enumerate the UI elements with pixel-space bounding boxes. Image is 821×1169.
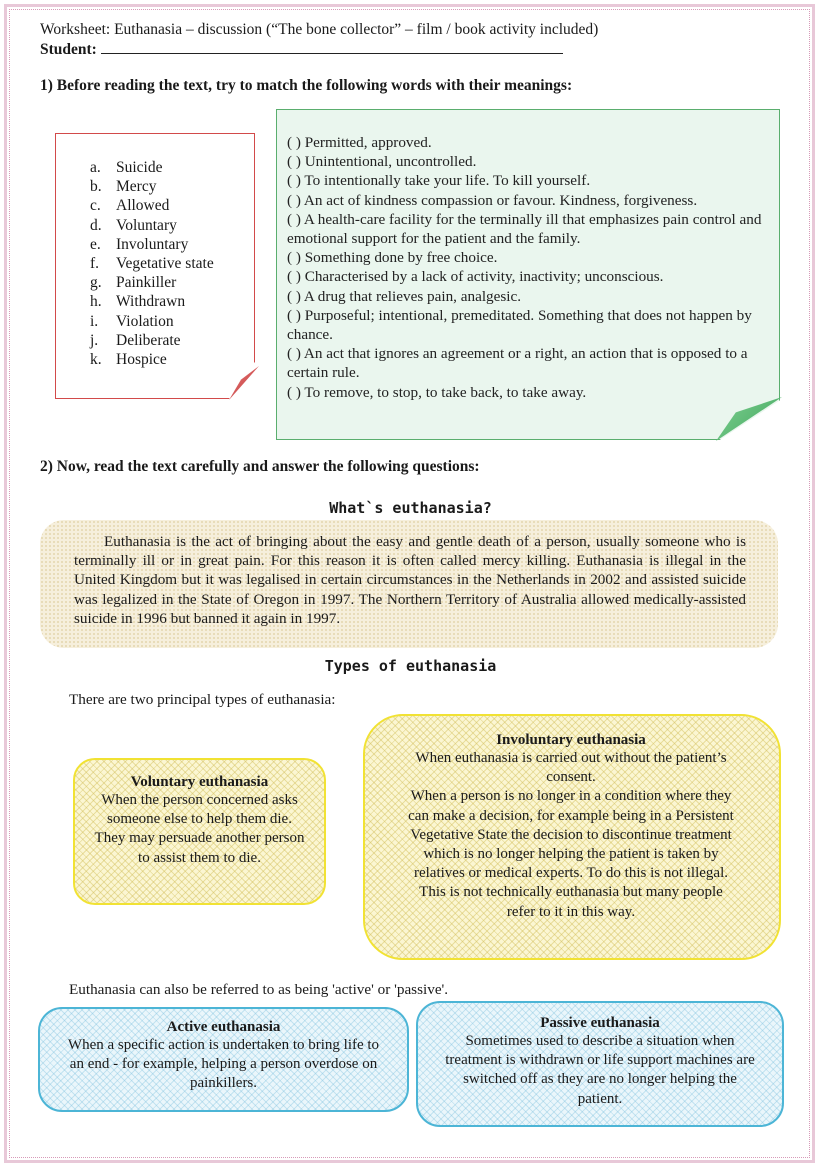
passive-body: Sometimes used to describe a situation when treatment is withdrawn or life support machines are switched off as they are no longer helping the patient.: [445, 1033, 755, 1107]
section-title-types: Types of euthanasia: [324, 657, 497, 675]
list-item: e. Involuntary: [90, 235, 189, 253]
meanings-list: [287, 133, 763, 402]
list-item: b. Mercy: [90, 178, 157, 196]
list-item: a. Suicide: [90, 159, 163, 176]
question-2-title: 2) Now, read the text carefully and answer the following questions:: [40, 458, 480, 475]
meaning-item[interactable]: ( ) Something done by free choice.: [287, 249, 498, 267]
worksheet-header: [40, 20, 598, 59]
meaning-item[interactable]: ( ) An act of kindness compassion or favour. Kindness, forgiveness.: [287, 191, 698, 209]
section-title-whats-euthanasia: What`s euthanasia?: [329, 499, 492, 517]
voluntary-title: Voluntary euthanasia: [130, 774, 269, 790]
student-label: Student:: [40, 41, 97, 58]
active-body: When a specific action is undertaken to bring life to an end - for example, helping a person overdose on painkillers.: [67, 1037, 380, 1092]
meaning-item[interactable]: ( ) A drug that relieves pain, analgesic.: [287, 287, 522, 305]
meaning-item[interactable]: ( ) To remove, to stop, to take back, to take away.: [287, 383, 587, 401]
student-name-line[interactable]: [101, 39, 563, 54]
meaning-item[interactable]: ( ) Characterised by a lack of activity, inactivity; unconscious.: [287, 268, 664, 286]
intro-paragraph: Euthanasia is the act of bringing about the easy and gentle death of a person, usually someone who is terminally ill or in great pain. For this reason it is often called mercy killing. Euthanasia is illegal in the United Kingdom but it was legalised in certain circumstances in the Netherlands in 2002 and assisted suicide was legalized in the State of Oregon in 1997. The Northern Territory of Australia allowed medically-assisted suicide in 1996 but banned it again in 1997.: [74, 533, 746, 627]
meaning-item[interactable]: ( ) Unintentional, uncontrolled.: [287, 153, 477, 171]
list-item: f. Vegetative state: [90, 255, 214, 273]
involuntary-body-1: When euthanasia is carried out without the patient’s consent.: [415, 750, 727, 786]
list-item: d. Voluntary: [90, 216, 177, 234]
word-list: [90, 158, 214, 369]
involuntary-title: Involuntary euthanasia: [496, 732, 646, 748]
list-item: h. Withdrawn: [90, 293, 186, 311]
meaning-item[interactable]: ( ) To intentionally take your life. To kill yourself.: [287, 172, 591, 190]
active-euthanasia-box: [38, 1007, 409, 1112]
list-item: g. Painkiller: [90, 274, 177, 292]
meaning-item[interactable]: ( ) A health-care facility for the terminally ill that emphasizes pain control and emotional support for the patient and the family.: [287, 210, 762, 248]
involuntary-body-2: When a person is no longer in a condition where they can make a decision, for example being in a Persistent Vegetative State the decision to discontinue treatment which is no longer helping the patient is taken by relatives or medical experts. To do this is not illegal. This is not technically euthanasia but many people refer to it in this way.: [408, 788, 734, 920]
passive-title: Passive euthanasia: [540, 1015, 660, 1031]
passive-euthanasia-box: [416, 1001, 784, 1127]
list-item: j. Deliberate: [90, 331, 181, 349]
types-intro: There are two principal types of euthanasia:: [69, 691, 336, 708]
active-title: Active euthanasia: [166, 1019, 281, 1035]
voluntary-euthanasia-box: [73, 758, 326, 905]
meaning-item[interactable]: ( ) An act that ignores an agreement or a right, an action that is opposed to a certain rule.: [287, 345, 748, 382]
question-1-title: 1) Before reading the text, try to match the following words with their meanings:: [40, 77, 573, 94]
list-item: k. Hospice: [90, 351, 167, 369]
active-passive-intro: Euthanasia can also be referred to as being 'active' or 'passive'.: [69, 981, 449, 998]
involuntary-euthanasia-box: [363, 714, 781, 960]
worksheet-label: Worksheet:: [40, 21, 111, 38]
meaning-item[interactable]: ( ) Purposeful; intentional, premeditated. Something that does not happen by chance.: [287, 306, 752, 344]
voluntary-body: When the person concerned asks someone else to help them die. They may persuade another person to assist them to die.: [94, 792, 305, 866]
meaning-item[interactable]: ( ) Permitted, approved.: [287, 134, 432, 151]
worksheet-title: Euthanasia – discussion (“The bone collector” – film / book activity included): [114, 21, 599, 38]
list-item: i. Violation: [90, 312, 174, 330]
list-item: c. Allowed: [90, 197, 170, 215]
